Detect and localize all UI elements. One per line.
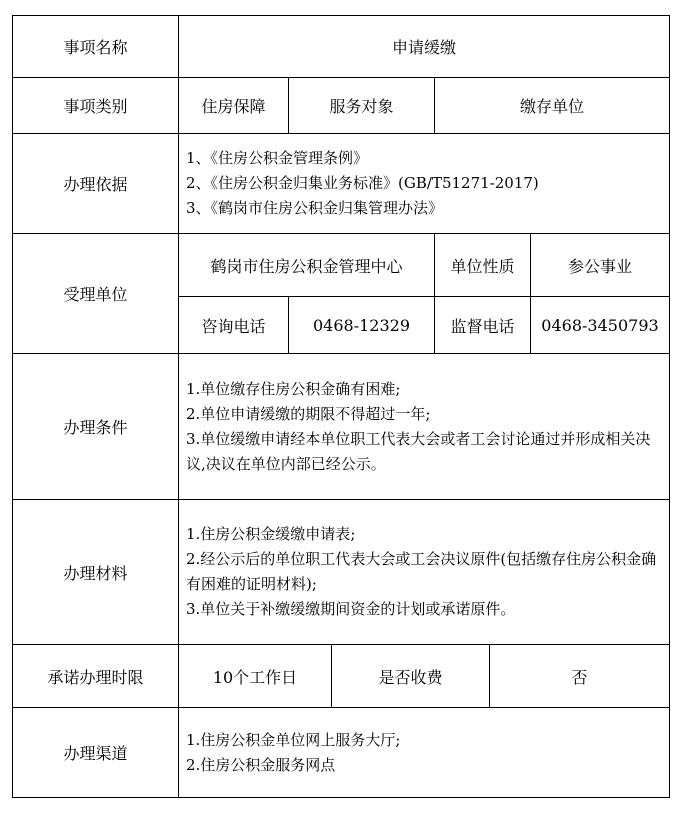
materials-line: 1.住房公积金缓缴申请表; bbox=[186, 525, 356, 543]
fee-label: 是否收费 bbox=[331, 644, 490, 708]
item-name-value: 申请缓缴 bbox=[178, 15, 670, 78]
item-category-value: 住房保障 bbox=[178, 77, 289, 134]
materials-label: 办理材料 bbox=[12, 499, 179, 645]
materials-lines bbox=[186, 522, 663, 622]
unit-name: 鹤岗市住房公积金管理中心 bbox=[178, 233, 435, 297]
unit-nature-label: 单位性质 bbox=[434, 233, 531, 297]
supervise-phone-value: 0468-3450793 bbox=[530, 296, 670, 354]
basis-line: 1、《住房公积金管理条例》 bbox=[186, 149, 369, 167]
basis-line: 2、《住房公积金归集业务标准》(GB/T51271-2017) bbox=[186, 174, 539, 192]
unit-label: 受理单位 bbox=[12, 233, 179, 354]
phone-value: 0468-12329 bbox=[288, 296, 435, 354]
item-name-label: 事项名称 bbox=[12, 15, 179, 78]
materials-line: 2.经公示后的单位职工代表大会或工会决议原件(包括缴存住房公积金确有困难的证明材料); bbox=[186, 550, 657, 593]
service-target-label: 服务对象 bbox=[288, 77, 435, 134]
basis-line: 3、《鹤岗市住房公积金归集管理办法》 bbox=[186, 199, 444, 217]
channels-content bbox=[178, 707, 670, 798]
conditions-line: 2.单位申请缓缴的期限不得超过一年; bbox=[186, 404, 431, 423]
fee-value: 否 bbox=[489, 644, 670, 708]
supervise-phone-label: 监督电话 bbox=[434, 296, 531, 354]
basis-label: 办理依据 bbox=[12, 133, 179, 234]
conditions-line: 3.单位缓缴申请经本单位职工代表大会或者工会讨论通过并形成相关决议,决议在单位内部已经公示。 bbox=[186, 429, 651, 473]
phone-label: 咨询电话 bbox=[178, 296, 289, 354]
conditions-line: 1.单位缴存住房公积金确有困难; bbox=[186, 379, 401, 398]
time-limit-value: 10个工作日 bbox=[178, 644, 332, 708]
item-category-label: 事项类别 bbox=[12, 77, 179, 134]
channels-lines bbox=[186, 728, 400, 778]
conditions-label: 办理条件 bbox=[12, 353, 179, 500]
materials-content bbox=[178, 499, 670, 645]
conditions-content bbox=[178, 353, 670, 500]
conditions-lines bbox=[186, 377, 663, 477]
channels-line: 2.住房公积金服务网点 bbox=[186, 755, 336, 774]
service-target-value: 缴存单位 bbox=[434, 77, 670, 134]
time-limit-label: 承诺办理时限 bbox=[12, 644, 179, 708]
channels-label: 办理渠道 bbox=[12, 707, 179, 798]
basis-content bbox=[178, 133, 670, 234]
unit-nature-value: 参公事业 bbox=[530, 233, 670, 297]
basis-lines bbox=[186, 146, 539, 221]
channels-line: 1.住房公积金单位网上服务大厅; bbox=[186, 730, 401, 749]
materials-line: 3.单位关于补缴缓缴期间资金的计划或承诺原件。 bbox=[186, 600, 516, 618]
